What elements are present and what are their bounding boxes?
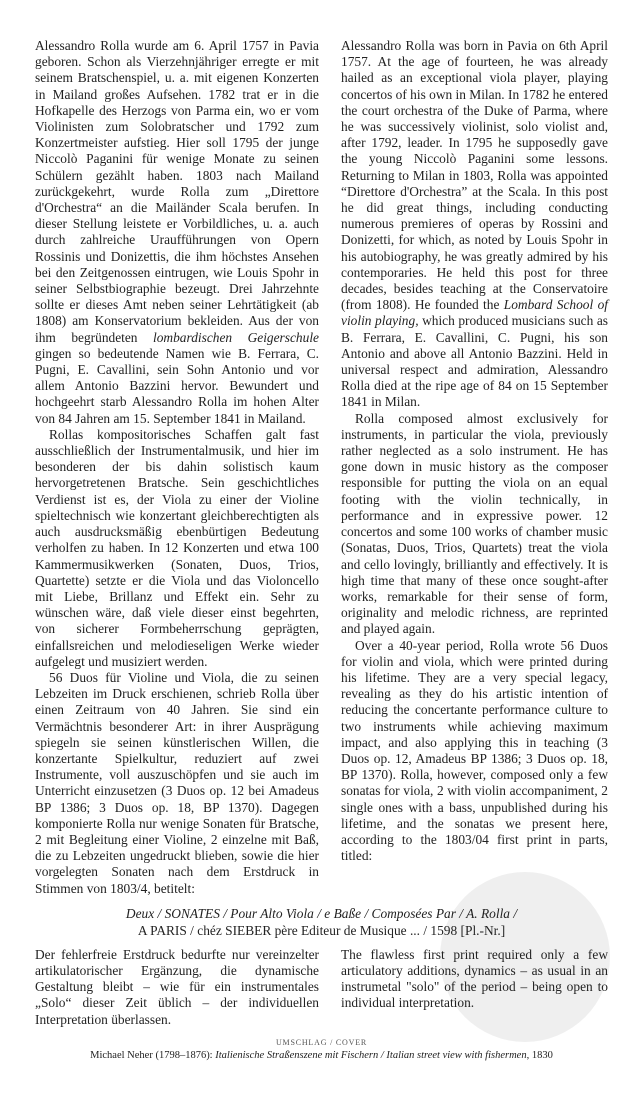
edition-title-line-1: Deux / SONATES / Pour Alto Viola / e Baße / Composées Par / A. Rolla / [125, 905, 518, 921]
english-closing-paragraph: The flawless first print required only a few articulatory additions, dynamics – as usual in an instrumetal "solo" of the period – being open to individual interpretation. [341, 946, 608, 1011]
text: Alessandro Rolla wurde am 6. April 1757 in Pavia geboren. Schon als Vierzehnjähriger erregte er mit seinem Bratschenspiel, u. a. mit eigenen Konzerten in Mailand großes Aufsehen. 1782 trat er in die Hofkapelle des Herzogs von Parma ein, wo er vom Violinisten zum Solobratscher und 1792 zum Konzertmeister aufstieg. Hier soll 1795 der junge Niccolò Paganini für wenige Monate zu seinen Schülern gezählt haben. 1803 nach Mailand zurückgekehrt, wurde Rolla zum „Direttore d'Orchestra“ an die Mailänder Scala berufen. In dieser Stellung leistete er Vorbildliches, u. a. auch durch zahlreiche Uraufführungen von Opern Rossinis und Donizettis, die ihm höchstes Ansehen bei den Zeitgenossen eintrugen, wie Louis Spohr in seiner Selbstbiographie bezeugt. Drei Jahrzehnte sollte er dieses Amt neben seiner Lehrtätigkeit (ab 1808) am Konservatorium bekleiden. Aus der von ihm begründeten [35, 38, 319, 345]
italic-term: lombardischen Geigerschule [153, 329, 319, 345]
caption-artist: Michael Neher (1798–1876): [90, 1049, 216, 1061]
english-paragraph-3: Over a 40-year period, Rolla wrote 56 Duos for violin and viola, which were printed during his lifetime. They are a very special legacy, revealing as they do his artistic intention of reducing the concertante performance culture to two instruments while achieving maximum impact, and also applying this in teaching (3 Duos op. 12, Amadeus BP 1386; 3 Duos op. 18, BP 1370). Rolla, however, composed only a few sonatas for viola, 2 with violin accompaniment, 2 single ones with a bass, unpublished during his lifetime, and the sonatas we present here, according to the 1803/04 first print in parts, titled: [341, 637, 608, 864]
german-column [35, 38, 319, 897]
edition-title [35, 905, 608, 939]
text: which produced musicians such as B. Ferrara, E. Cavallini, C. Pugni, his son Antonio and above all Antonio Bazzini. Held in universal respect and admiration, Alessandro Rolla died at the ripe age of 84 on 15 September 1841 in Milan. [341, 313, 608, 410]
german-closing [35, 947, 319, 1028]
english-paragraph-1 [341, 38, 608, 411]
caption-label: UMSCHLAG / COVER [275, 1037, 368, 1047]
caption-title: Italienische Straßenszene mit Fischern / Italian street view with fishermen, [215, 1049, 530, 1061]
main-columns [35, 38, 608, 897]
english-closing [341, 947, 608, 1012]
german-paragraph-2: Rollas kompositorisches Schaffen galt fast ausschließlich der Instrumentalmusik, und hier im besonderen der bis dahin solistisch kaum hervorgetretenen Bratsche. Sein geschichtliches Verdienst ist es, der Viola zu einer der Violine spieltechnisch wie konzertant gleichberechtigten als auch ausdrucksmäßig ebenbürtigen Bedeutung verholfen zu haben. In 12 Konzerten und etwa 100 Kammermusikwerken (Sonaten, Duos, Trios, Quartette) setzte er die Viola und das Violoncello mit Liebe, Brillanz und Effekt ein. Sehr zu wünschen wäre, daß viele dieser einst begehrten, von sicherer Formbeherrschung geprägten, einfallsreichen und melodieseligen Werke wieder aufgelegt und musiziert werden. [35, 426, 319, 669]
english-column [341, 38, 608, 864]
cover-caption [35, 1036, 608, 1062]
english-paragraph-2: Rolla composed almost exclusively for instruments, in particular the viola, previously rather neglected as a solo instrument. He has gone down in music history as the composer responsible for putting the viola on an equal footing with the violin technically, in performance and in expressive power. 12 concertos and some 100 works of chamber music (Sonatas, Duos, Trios, Quartets) treat the viola and cello lovingly, brilliantly and effectively. It is high time that many of these once sought-after works, remarkable for their sense of form, originality and melodic richness, are reprinted and played again. [341, 410, 608, 637]
caption-year: 1830 [529, 1049, 553, 1061]
text: Alessandro Rolla was born in Pavia on 6th April 1757. At the age of fourteen, he was already hailed as an exceptional viola player, playing concertos of his own in Milan. In 1782 he entered the court orchestra of the Duke of Parma, where he was successively violinist, solo violist and, after 1792, leader. In 1795 he supposedly gave the young Niccolò Paganini some lessons. Returning to Milan in 1803, Rolla was appointed “Direttore d'Orchestra” at the Scala. In this post he did great things, including conducting numerous premieres of operas by Rossini and Donizetti, for which, as noted by Louis Spohr in his autobiography, he was greatly admired by his contemporaries. He held this post for three decades, besides teaching at the Conservatoire (from 1808). He founded the [341, 38, 609, 313]
text: gingen so bedeutende Namen wie B. Ferrara, C. Pugni, E. Cavallini, sein Sohn Antonio und vor allem Antonio Bazzini hervor. Bewundert und hochgeehrt starb Alessandro Rolla im hohen Alter von 84 Jahren am 15. September 1841 in Mailand. [35, 345, 319, 426]
edition-title-line-2: A PARIS / chéz SIEBER père Editeur de Musique ... / 1598 [Pl.-Nr.] [137, 922, 506, 938]
german-closing-paragraph: Der fehlerfreie Erstdruck bedurfte nur vereinzelter artikulatorischer Ergänzung, die dynamische Gestaltung bleibt – wie für ein instrumentales „Solo“ dieser Zeit üblich – der individuellen Interpretation überlassen. [35, 946, 319, 1027]
closing-columns [35, 947, 608, 1028]
german-paragraph-3: 56 Duos für Violine und Viola, die zu seinen Lebzeiten im Druck erschienen, schrieb Rolla über einen Zeitraum von 40 Jahren. Sie sind ein Vermächtnis besonderer Art: in ihrer Ausprägung spiegeln sie seinen künstlerischen Willen, die konzertante Spielkultur, reduziert auf zwei Instrumente, voll auszuschöpfen und sie auch im Unterricht einzusetzen (3 Duos op. 12 bei Amadeus BP 1386; 3 Duos op. 18, BP 1370). Dagegen komponierte Rolla nur wenige Sonaten für Bratsche, 2 mit Begleitung einer Violine, 2 einzelne mit Baß, die zu Lebzeiten ungedruckt blieben, sowie die hier vorgelegten Sonaten nach dem Erstdruck in Stimmen von 1803/4, betitelt: [35, 669, 319, 896]
german-paragraph-1 [35, 38, 319, 427]
italic-term: Lombard School of violin playing, [341, 297, 608, 329]
